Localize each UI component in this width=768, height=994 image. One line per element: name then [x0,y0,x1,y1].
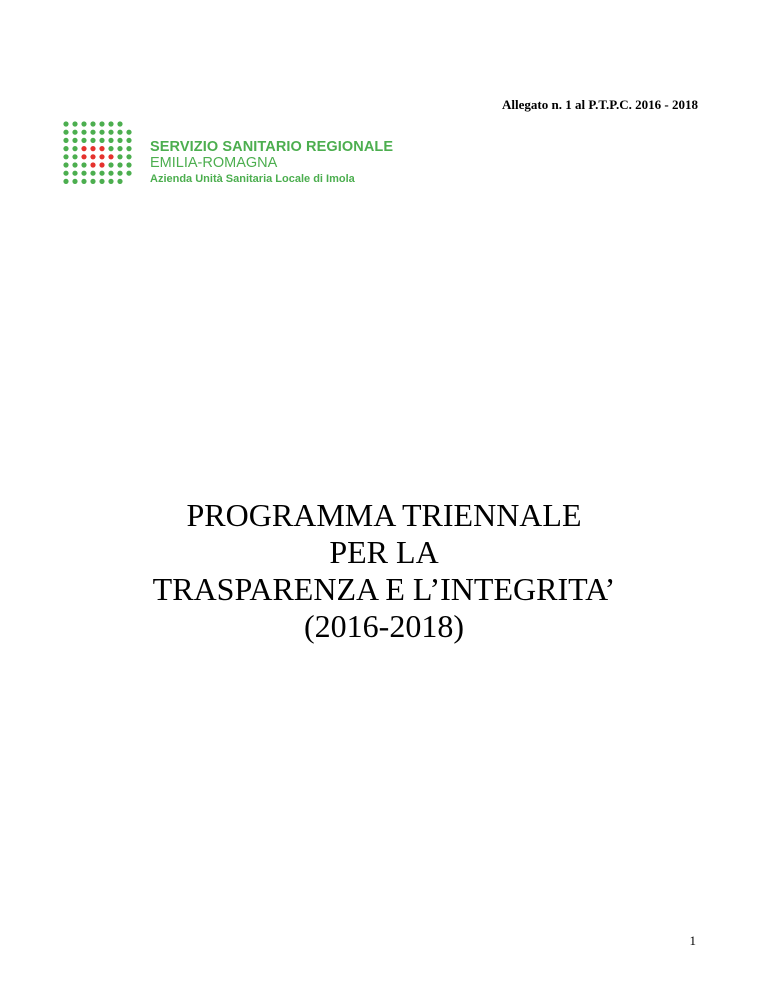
logo-dot [117,171,122,176]
logo-dot [99,121,104,126]
logo-dot [63,179,68,184]
logo-dot [63,162,68,167]
logo-dot [126,154,131,159]
logo-dot [81,138,86,143]
logo-dot [117,130,122,135]
logo-dot [90,146,95,151]
logo-dot [117,162,122,167]
logo-dot [90,162,95,167]
logo-dot [99,146,104,151]
logo-dot [117,138,122,143]
logo-dot [108,179,113,184]
logo-dot [108,146,113,151]
logo-dot [63,171,68,176]
attachment-note: Allegato n. 1 al P.T.P.C. 2016 - 2018 [502,97,698,112]
logo-text [150,140,393,187]
title-line: (2016-2018) [304,608,464,644]
logo-dot [90,154,95,159]
logo-dot [108,171,113,176]
logo-dot [81,146,86,151]
logo-dot [99,162,104,167]
logo-dot [63,154,68,159]
logo-dot [126,171,131,176]
logo-dot [63,130,68,135]
logo-dot [99,171,104,176]
logo-dot [90,179,95,184]
logo-dot [63,146,68,151]
logo-line-service: SERVIZIO SANITARIO REGIONALE [150,139,394,155]
logo-dot [90,130,95,135]
logo-dot [99,179,104,184]
logo-dot [72,171,77,176]
logo-dot-grid-icon [62,120,134,186]
logo-dot [81,179,86,184]
logo-dot [108,138,113,143]
title-line: PER LA [329,534,439,570]
logo-dot [72,130,77,135]
logo-dot [117,121,122,126]
logo-dot [108,121,113,126]
logo-dot [90,171,95,176]
logo-dot [72,146,77,151]
title-line: PROGRAMMA TRIENNALE [186,497,582,533]
logo-dot [117,146,122,151]
logo-dot [90,138,95,143]
logo-dot [117,154,122,159]
logo-line-agency: Azienda Unità Sanitaria Locale di Imola [150,173,355,185]
title-line: TRASPARENZA E L’INTEGRITA’ [152,571,616,607]
logo-dot [126,130,131,135]
logo-dot [108,154,113,159]
logo-dot [99,130,104,135]
logo-dot [90,121,95,126]
logo-dot [81,154,86,159]
logo-dot [63,138,68,143]
logo-dot [72,121,77,126]
logo-dot [72,154,77,159]
logo-dot [81,162,86,167]
organization-logo [62,120,402,190]
page-number: 1 [689,933,696,948]
logo-dot [81,121,86,126]
logo-dot [72,138,77,143]
logo-dot [117,179,122,184]
logo-dot [126,146,131,151]
logo-dot [126,138,131,143]
logo-dot [99,138,104,143]
logo-dot [63,121,68,126]
logo-dot [81,171,86,176]
logo-dot [72,179,77,184]
logo-line-region: EMILIA-ROMAGNA [150,155,278,171]
logo-dot [126,162,131,167]
logo-dot [81,130,86,135]
logo-dot [108,162,113,167]
logo-dot [108,130,113,135]
logo-dot [99,154,104,159]
document-title [0,497,768,645]
logo-dot [72,162,77,167]
